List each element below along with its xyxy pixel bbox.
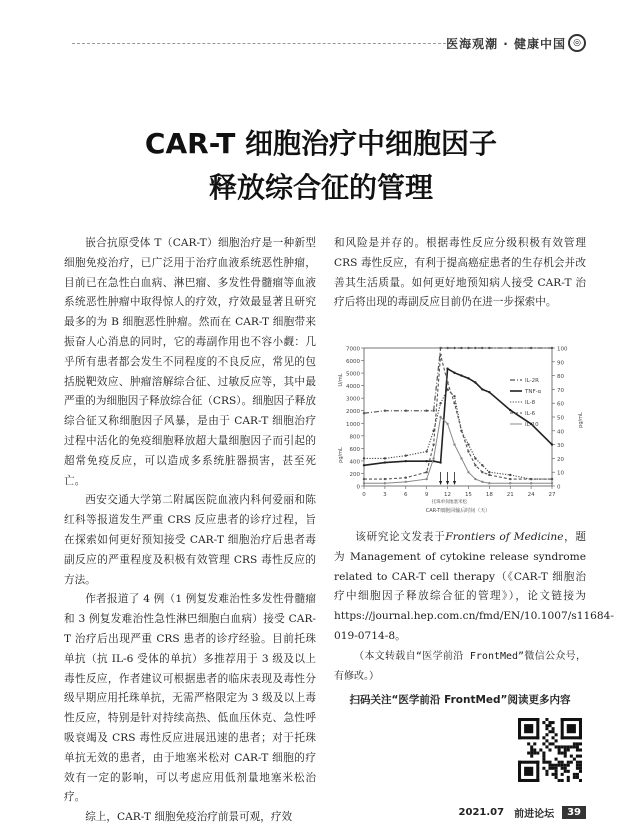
qr-module — [542, 742, 545, 745]
cytokine-chart — [334, 340, 588, 516]
y-right-tick-label: 10 — [557, 470, 564, 477]
data-point — [432, 457, 434, 459]
paragraph: 嵌合抗原受体 T（CAR-T）细胞治疗是一种新型细胞免疫治疗，已广泛用于治疗血液系统恶性肿瘤，目前已在急性白血病、淋巴瘤、多发性骨髓瘤等血液系统恶性肿瘤中取得惊人的疗效，疗效最显著且研究最多的为 B 细胞恶性肿瘤。然而在 CAR-T 细胞带来振奋人心消息的同时，它的毒副作用也不容小觑：几乎所有患者都会发生不同程度的不良反应，常见的包括脱靶效应、肿瘤溶解综合征、过敏反应等，其中最严重的为细胞因子释放综合征（CRS）。细胞因子释放综合征又称细胞因子风暴，是由于 CAR-T 细胞治疗过程中活化的免疫细胞释放超大量细胞因子而引起的超常免疫反应，可以造成多系统脏器损害，甚至死亡。 — [64, 237, 316, 487]
qr-finder — [579, 718, 582, 739]
qr-label: 扫码关注“医学前沿 FrontMed”阅读更多内容 — [349, 694, 571, 706]
qr-finder — [524, 724, 533, 733]
data-point — [509, 478, 511, 480]
y-right-tick-label: 90 — [557, 360, 564, 367]
title-line-2: 释放综合征的管理 — [208, 171, 433, 204]
y-left-tick-label: 200 — [349, 471, 360, 478]
qr-finder — [536, 718, 539, 739]
data-point — [509, 347, 511, 349]
qr-module — [576, 755, 579, 758]
data-point — [488, 482, 490, 484]
caption-text-a: 该研究论文发表于 — [355, 531, 446, 543]
qr-finder — [518, 761, 539, 764]
qr-finder — [518, 736, 539, 739]
qr-module — [573, 776, 576, 779]
qr-module — [545, 761, 548, 764]
magazine-name: 前进论坛 — [514, 808, 555, 820]
data-point — [481, 471, 483, 473]
qr-module — [558, 764, 561, 767]
qr-module — [564, 755, 567, 758]
page-footer — [459, 804, 586, 820]
data-point — [439, 354, 441, 356]
qr-module — [579, 761, 582, 764]
data-point — [405, 477, 407, 479]
y-left-tick-label: 1000 — [346, 421, 360, 428]
qr-finder — [561, 718, 564, 739]
journal-name: Frontiers of Medicine — [445, 531, 564, 543]
qr-module — [579, 770, 582, 773]
x-tick-label: 0 — [362, 492, 366, 498]
qr-module — [555, 770, 558, 773]
x-tick-label: 6 — [404, 492, 408, 498]
data-point — [488, 391, 490, 393]
x-tick-label: 27 — [548, 492, 556, 498]
qr-module — [579, 779, 582, 782]
qr-module — [542, 752, 545, 755]
data-point — [446, 388, 448, 390]
qr-module — [576, 761, 579, 764]
caption-text-b: ，题为 Management of cytokine release syndrome related to CAR-T cell therapy（《CAR-T 细胞治疗中细胞因子释放综合征的管理》），论文链接为 https://journal.hep.com.cn/fmd/EN/10.1007/s11684-019-0714-8。 — [334, 531, 614, 642]
y-right-label: pg/mL — [578, 412, 584, 428]
data-point — [467, 450, 469, 452]
qr-module — [542, 758, 545, 761]
data-point — [509, 482, 511, 484]
x-axis-label: CAR-T细胞回输后时间（天） — [425, 508, 491, 514]
data-point — [363, 464, 365, 466]
y-left-tick-label: 3000 — [346, 396, 360, 403]
qr-module — [558, 745, 561, 748]
series-line — [364, 389, 552, 479]
data-point — [453, 443, 455, 445]
header-rule — [72, 43, 456, 44]
y-left-label-top: U/mL — [338, 373, 344, 387]
caption-text — [334, 528, 614, 647]
data-point — [432, 443, 434, 445]
qr-module — [555, 767, 558, 770]
paragraph: 综上，CAR-T 细胞免疫治疗前景可观，疗效 — [85, 811, 293, 824]
y-right-tick-label: 100 — [557, 346, 568, 353]
qr-module — [570, 745, 573, 748]
qr-module — [548, 721, 551, 724]
qr-module — [552, 764, 555, 767]
qr-module — [545, 733, 548, 736]
data-point — [453, 372, 455, 374]
qr-module — [533, 748, 536, 751]
data-point — [530, 347, 532, 349]
issue-date: 2021.07 — [458, 806, 505, 818]
y-right-tick-label: 80 — [557, 374, 564, 381]
qr-module — [564, 745, 567, 748]
qr-module — [576, 767, 579, 770]
article-title — [0, 122, 642, 210]
qr-module — [558, 761, 561, 764]
x-tick-label: 9 — [424, 492, 429, 498]
y-left-tick-label: 600 — [349, 446, 360, 453]
data-point — [509, 474, 511, 476]
legend-label: TNF-α — [525, 389, 542, 395]
series-line — [364, 348, 552, 413]
data-point — [405, 454, 407, 456]
y-left-tick-label: 6000 — [346, 359, 360, 366]
qr-module — [552, 721, 555, 724]
data-point — [384, 482, 386, 484]
data-point — [488, 474, 490, 476]
qr-module — [542, 767, 545, 770]
qr-module — [567, 761, 570, 764]
data-point — [509, 409, 511, 411]
qr-module — [576, 776, 579, 779]
qr-module — [561, 761, 564, 764]
data-point — [425, 410, 427, 412]
data-point — [363, 412, 365, 414]
qr-module — [533, 752, 536, 755]
y-left-tick-label: 5000 — [346, 371, 360, 378]
chart-svg — [334, 340, 588, 516]
data-point — [474, 381, 476, 383]
qr-module — [548, 767, 551, 770]
reprint-note: （本文转载自“医学前沿 FrontMed”微信公众号，有修改。） — [334, 650, 586, 682]
data-point — [439, 416, 441, 418]
qr-module — [545, 770, 548, 773]
data-point — [425, 460, 427, 462]
data-point — [551, 482, 553, 484]
treatment-arrowhead — [446, 481, 449, 485]
y-left-tick-label: 400 — [349, 459, 360, 466]
qr-module — [579, 755, 582, 758]
qr-module — [555, 776, 558, 779]
data-point — [363, 478, 365, 480]
qr-module — [552, 730, 555, 733]
qr-module — [542, 721, 545, 724]
qr-module — [564, 764, 567, 767]
data-point — [363, 457, 365, 459]
qr-module — [530, 752, 533, 755]
data-point — [446, 347, 448, 349]
qr-module — [545, 745, 548, 748]
qr-module — [552, 773, 555, 776]
paragraph: 和风险是并存的。根据毒性反应分级积极有效管理 CRS 毒性反应，有利于提高癌症患者的生存机会并改善其生活质量。如何更好地预知病人接受 CAR-T 治疗后将出现的毒副反应目前仍在进一步探索中。 — [334, 237, 586, 309]
qr-finder — [561, 718, 582, 721]
qr-module — [542, 736, 545, 739]
paragraph: 作者报道了 4 例（1 例复发难治性多发性骨髓瘤和 3 例复发难治性急性淋巴细胞白血病）接受 CAR-T 治疗后出现严重 CRS 患者的诊疗经验。目前托珠单抗（抗 IL-6 受体的单抗）多推荐用于 3 级及以上毒性反应，作者建议可根据患者的临床表现及毒性分级早期应用托珠单抗，无需严格限定为 3 级及以上毒性反应，特别是针对持续高热、低血压休克、急性呼吸衰竭及 CRS 毒性反应进展迅速的患者；对于托珠单抗无效的患者，由于地塞米松对 CAR-T 细胞的疗效有一定的影响，可以考虑应用低剂量地塞米松治疗。 — [64, 593, 316, 804]
y-left-tick-label: 4000 — [346, 384, 360, 391]
qr-module — [542, 761, 545, 764]
data-point — [467, 347, 469, 349]
data-point — [551, 478, 553, 480]
data-point — [363, 482, 365, 484]
series-line — [364, 417, 552, 483]
qr-module — [536, 752, 539, 755]
qr-module — [564, 752, 567, 755]
legend-label: IL-10 — [525, 422, 539, 428]
qr-module — [579, 748, 582, 751]
qr-module — [545, 727, 548, 730]
data-point — [446, 423, 448, 425]
data-point — [474, 347, 476, 349]
y-right-tick-label: 30 — [557, 443, 564, 450]
right-column — [334, 234, 586, 313]
data-point — [446, 381, 448, 383]
x-tick-label: 24 — [527, 492, 535, 498]
x-tick-label: 18 — [485, 492, 493, 498]
data-point — [481, 388, 483, 390]
qr-module — [561, 779, 564, 782]
qr-module — [555, 733, 558, 736]
qr-module — [573, 773, 576, 776]
qr-module — [545, 773, 548, 776]
qr-module — [545, 739, 548, 742]
data-point — [460, 374, 462, 376]
data-point — [481, 347, 483, 349]
qr-module — [570, 761, 573, 764]
x-tick-label: 15 — [464, 492, 472, 498]
y-right-tick-label: 50 — [557, 415, 564, 422]
qr-finder — [567, 724, 576, 733]
annotation-tocilizumab: 托珠单抗 — [431, 500, 450, 505]
data-point — [439, 347, 441, 349]
qr-module — [552, 736, 555, 739]
data-point — [460, 430, 462, 432]
data-point — [425, 478, 427, 480]
data-point — [551, 347, 553, 349]
qr-module — [564, 770, 567, 773]
data-point — [460, 347, 462, 349]
qr-module — [576, 764, 579, 767]
data-point — [551, 443, 553, 445]
data-point — [384, 457, 386, 459]
qr-module — [555, 764, 558, 767]
qr-code[interactable] — [518, 718, 582, 782]
qr-module — [567, 776, 570, 779]
data-point — [439, 402, 441, 404]
y-left-tick-label: 0 — [356, 484, 360, 491]
qr-module — [530, 755, 533, 758]
qr-module — [545, 718, 548, 721]
qr-module — [567, 748, 570, 751]
data-point — [453, 395, 455, 397]
qr-finder — [518, 718, 539, 721]
qr-module — [558, 752, 561, 755]
data-point — [384, 410, 386, 412]
left-column — [64, 234, 316, 828]
qr-module — [567, 764, 570, 767]
qr-module — [576, 748, 579, 751]
qr-module — [573, 745, 576, 748]
qr-module — [548, 742, 551, 745]
qr-module — [539, 748, 542, 751]
title-line-1: CAR-T 细胞治疗中细胞因子 — [144, 127, 498, 160]
data-point — [425, 471, 427, 473]
y-right-tick-label: 40 — [557, 429, 564, 436]
legend-label: IL-2R — [525, 378, 539, 384]
qr-module — [561, 752, 564, 755]
data-point — [474, 457, 476, 459]
qr-module — [527, 752, 530, 755]
qr-module — [576, 745, 579, 748]
data-point — [453, 402, 455, 404]
qr-module — [548, 730, 551, 733]
data-point — [488, 471, 490, 473]
qr-module — [564, 767, 567, 770]
data-point — [446, 368, 448, 370]
qr-module — [555, 773, 558, 776]
data-point — [405, 460, 407, 462]
y-left-tick-label: 800 — [349, 434, 360, 441]
qr-module — [555, 745, 558, 748]
column-label: 医海观潮 · 健康中国 — [446, 37, 566, 51]
annotation-dexamethasone: 地塞米松 — [449, 500, 467, 505]
treatment-arrowhead — [439, 481, 442, 485]
qr-module — [576, 773, 579, 776]
qr-module — [579, 742, 582, 745]
data-point — [405, 410, 407, 412]
qr-module — [579, 767, 582, 770]
qr-module — [530, 745, 533, 748]
y-right-tick-label: 20 — [557, 456, 564, 463]
paragraph: 西安交通大学第二附属医院血液内科何爱丽和陈红科等报道发生严重 CRS 反应患者的诊疗过程，旨在探索如何更好预知接受 CAR-T 细胞治疗后患者毒副反应的严重程度及积极有效管理 CRS 毒性反应的方法。 — [64, 494, 316, 586]
qr-finder — [518, 779, 539, 782]
y-left-tick-label: 7000 — [346, 346, 360, 353]
qr-module — [561, 764, 564, 767]
y-right-tick-label: 70 — [557, 387, 564, 394]
data-point — [405, 481, 407, 483]
data-point — [474, 464, 476, 466]
qr-module — [555, 739, 558, 742]
x-tick-label: 21 — [506, 492, 514, 498]
data-point — [530, 478, 532, 480]
data-point — [432, 410, 434, 412]
data-point — [467, 443, 469, 445]
caption — [334, 528, 614, 686]
qr-finder — [518, 761, 521, 782]
qr-module — [533, 742, 536, 745]
treatment-arrowhead — [453, 481, 456, 485]
qr-module — [527, 742, 530, 745]
qr-module — [567, 770, 570, 773]
qr-module — [548, 748, 551, 751]
qr-finder — [518, 718, 521, 739]
data-point — [384, 461, 386, 463]
data-point — [481, 464, 483, 466]
data-point — [453, 347, 455, 349]
y-left-label-bottom: pg/mL — [338, 447, 344, 463]
qr-module — [558, 748, 561, 751]
qr-module — [570, 755, 573, 758]
qr-module — [564, 748, 567, 751]
x-tick-label: 12 — [444, 492, 452, 498]
y-right-tick-label: 60 — [557, 401, 564, 408]
qr-module — [548, 761, 551, 764]
qr-finder — [524, 767, 533, 776]
page-number: 39 — [562, 806, 586, 819]
qr-module — [542, 755, 545, 758]
data-point — [460, 457, 462, 459]
qr-module — [552, 767, 555, 770]
qr-finder — [536, 761, 539, 782]
qr-module — [552, 727, 555, 730]
qr-module — [555, 758, 558, 761]
qr-module — [561, 773, 564, 776]
data-point — [474, 478, 476, 480]
page-header — [72, 34, 586, 52]
legend-label: IL-8 — [525, 400, 536, 406]
legend-label: IL-6 — [525, 411, 536, 417]
qr-module — [552, 742, 555, 745]
globe-icon: ◎ — [568, 34, 586, 52]
qr-finder — [561, 736, 582, 739]
qr-module — [573, 742, 576, 745]
y-left-tick-label: 2000 — [346, 409, 360, 416]
data-point — [467, 377, 469, 379]
data-point — [467, 471, 469, 473]
qr-module — [548, 724, 551, 727]
qr-module — [573, 758, 576, 761]
x-tick-label: 3 — [383, 492, 387, 498]
data-point — [425, 450, 427, 452]
qr-module — [579, 764, 582, 767]
y-right-tick-label: 0 — [557, 484, 561, 491]
qr-module — [530, 748, 533, 751]
data-point — [530, 482, 532, 484]
qr-module — [548, 764, 551, 767]
data-point — [439, 461, 441, 463]
data-point — [488, 347, 490, 349]
qr-module — [567, 745, 570, 748]
qr-module — [561, 767, 564, 770]
qr-module — [558, 779, 561, 782]
qr-module — [561, 745, 564, 748]
data-point — [481, 481, 483, 483]
data-point — [384, 478, 386, 480]
qr-module — [567, 779, 570, 782]
qr-module — [545, 724, 548, 727]
qr-module — [576, 742, 579, 745]
